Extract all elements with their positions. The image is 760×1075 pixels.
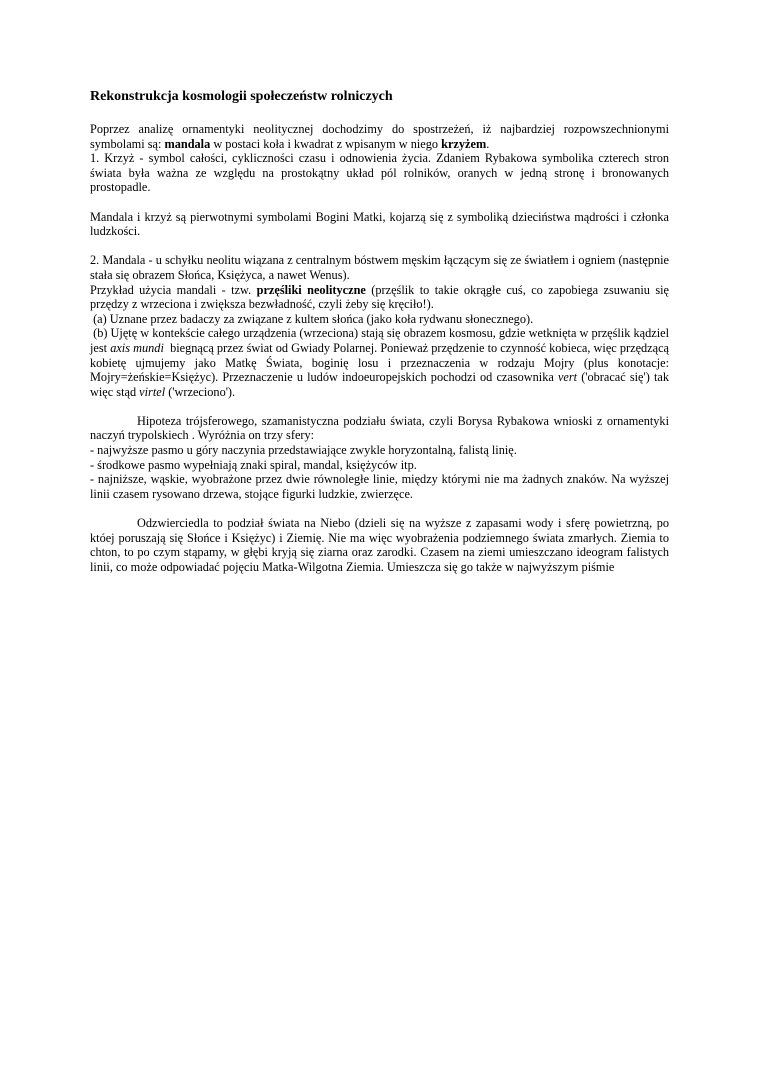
paragraph-hipoteza: Hipoteza trójsferowego, szamanistyczna podziału świata, czyli Borysa Rybakowa wnioski z ornamentyki naczyń trypolskiech . Wyróżnia on trzy sfery: <box>90 413 669 443</box>
document-page <box>90 88 673 574</box>
point-b-text-c: biegnącą przez świat od Gwiady Polarnej. Ponieważ przędzenie to czynność kobieca, więc przędzącą kobietę ujmujemy jako Matkę Świata, boginię losu i przeznaczenia w rodzaju Mojry (plus konotacje: Mojry=żeńskie=Księżyc). Przeznaczenie u ludów indoeuropejskich pochodzi od czasownika <box>90 340 673 385</box>
list-item-lower-band: - najniższe, wąskie, wyobrażone przez dwie równoległe linie, między którymi nie ma żadnych znaków. Na wyższej linii czasem rysowano drzewa, stojące figurki ludzkie, zwierzęce. <box>90 472 669 501</box>
point-b-text-a: (b) Ujętę w kontekście całego urządzenia (wrzeciona) stają się obrazem kosmosu, gdzie wetknięta w przęślik kądziel jest <box>90 326 673 355</box>
paragraph-mandala: 2. Mandala - u schyłku neolitu wiązana z centralnym bóstwem męskim łączącym się ze światłem i ogniem (następnie stała się obrazem Słońca, Księżyca, a nawet Wenus). <box>90 253 669 282</box>
paragraph-point-b <box>90 326 673 399</box>
vert-term: vert <box>557 370 578 385</box>
spacer <box>90 239 669 254</box>
spacer <box>90 195 669 210</box>
intro-text-c: w postaci koła i kwadrat z wpisanym w niego <box>210 136 442 151</box>
paragraph-podzial-swiata: Odzwierciedla to podział świata na Niebo (dzieli się na wyższe z zapasami wody i sferę powietrzną, po któej poruszają się Słońce i Księżyc) i Ziemię. Nie ma więc wyobrażenia podziemnego świata zmarłych. Ziemia to chton, to po czym stąpamy, w głębi kryją się ziarna oraz zarodki. Czasem na ziemi umieszczano ideogram falistych linii, co może odpowiadać pojęciu Matka-Wilgotna Ziemia. Umieszcza się go także w najwyższym piśmie <box>90 516 669 574</box>
paragraph-intro <box>90 122 669 151</box>
spacer <box>90 501 669 516</box>
virtel-term: virtel <box>139 384 166 399</box>
paragraph-przesliki <box>90 283 669 312</box>
document-title: Rekonstrukcja kosmologii społeczeństw rolniczych <box>90 89 393 104</box>
list-item-upper-band: - najwyższe pasmo u góry naczynia przedstawiające zwykle horyzontalną, falistą linię. <box>90 443 517 458</box>
przesliki-text-a: Przykład użycia mandali - tzw. <box>90 282 257 297</box>
axis-mundi-term: axis mundi <box>110 340 164 355</box>
krzyzem-term: krzyżem <box>441 136 487 151</box>
point-b-text-e: ('obracać się') tak więc stąd <box>90 370 673 399</box>
point-b-text-g: ('wrzeciono'). <box>165 384 236 399</box>
paragraph-point-a: (a) Uznane przez badaczy za związane z kultem słońca (jako koła rydwanu słonecznego). <box>90 311 534 326</box>
paragraph-krzyz: 1. Krzyż - symbol całości, cykliczności czasu i odnowienia życia. Zdaniem Rybakowa symbolika czterech stron świata była ważna ze względu na prostokątny układ pól rolników, oranych w jedną stronę i bronowanych prostopadle. <box>90 151 669 195</box>
spacer <box>90 399 669 414</box>
list-item-middle-band: - środkowe pasmo wypełniają znaki spiral, mandal, księżyców itp. <box>90 457 417 472</box>
mandala-term: mandala <box>164 136 211 151</box>
paragraph-bogini-matki: Mandala i krzyż są pierwotnymi symbolami Bogini Matki, kojarzą się z symboliką dzieciństwa mądrości i członka ludzkości. <box>90 209 669 239</box>
intro-text-a: Poprzez analizę ornamentyki neolitycznej dochodzimy do spostrzeżeń, iż najbardziej rozpowszechnionymi symbolami są: <box>90 122 669 151</box>
przesliki-term: przęśliki neolityczne <box>256 282 366 297</box>
intro-text-e: . <box>486 136 490 151</box>
przesliki-text-c: (przęślik to takie okrągłe cuś, co zapobiega zsuwaniu się przędzy z wrzeciona i zwiększa bezwładność, czyli żeby się kręciło!). <box>90 282 670 312</box>
